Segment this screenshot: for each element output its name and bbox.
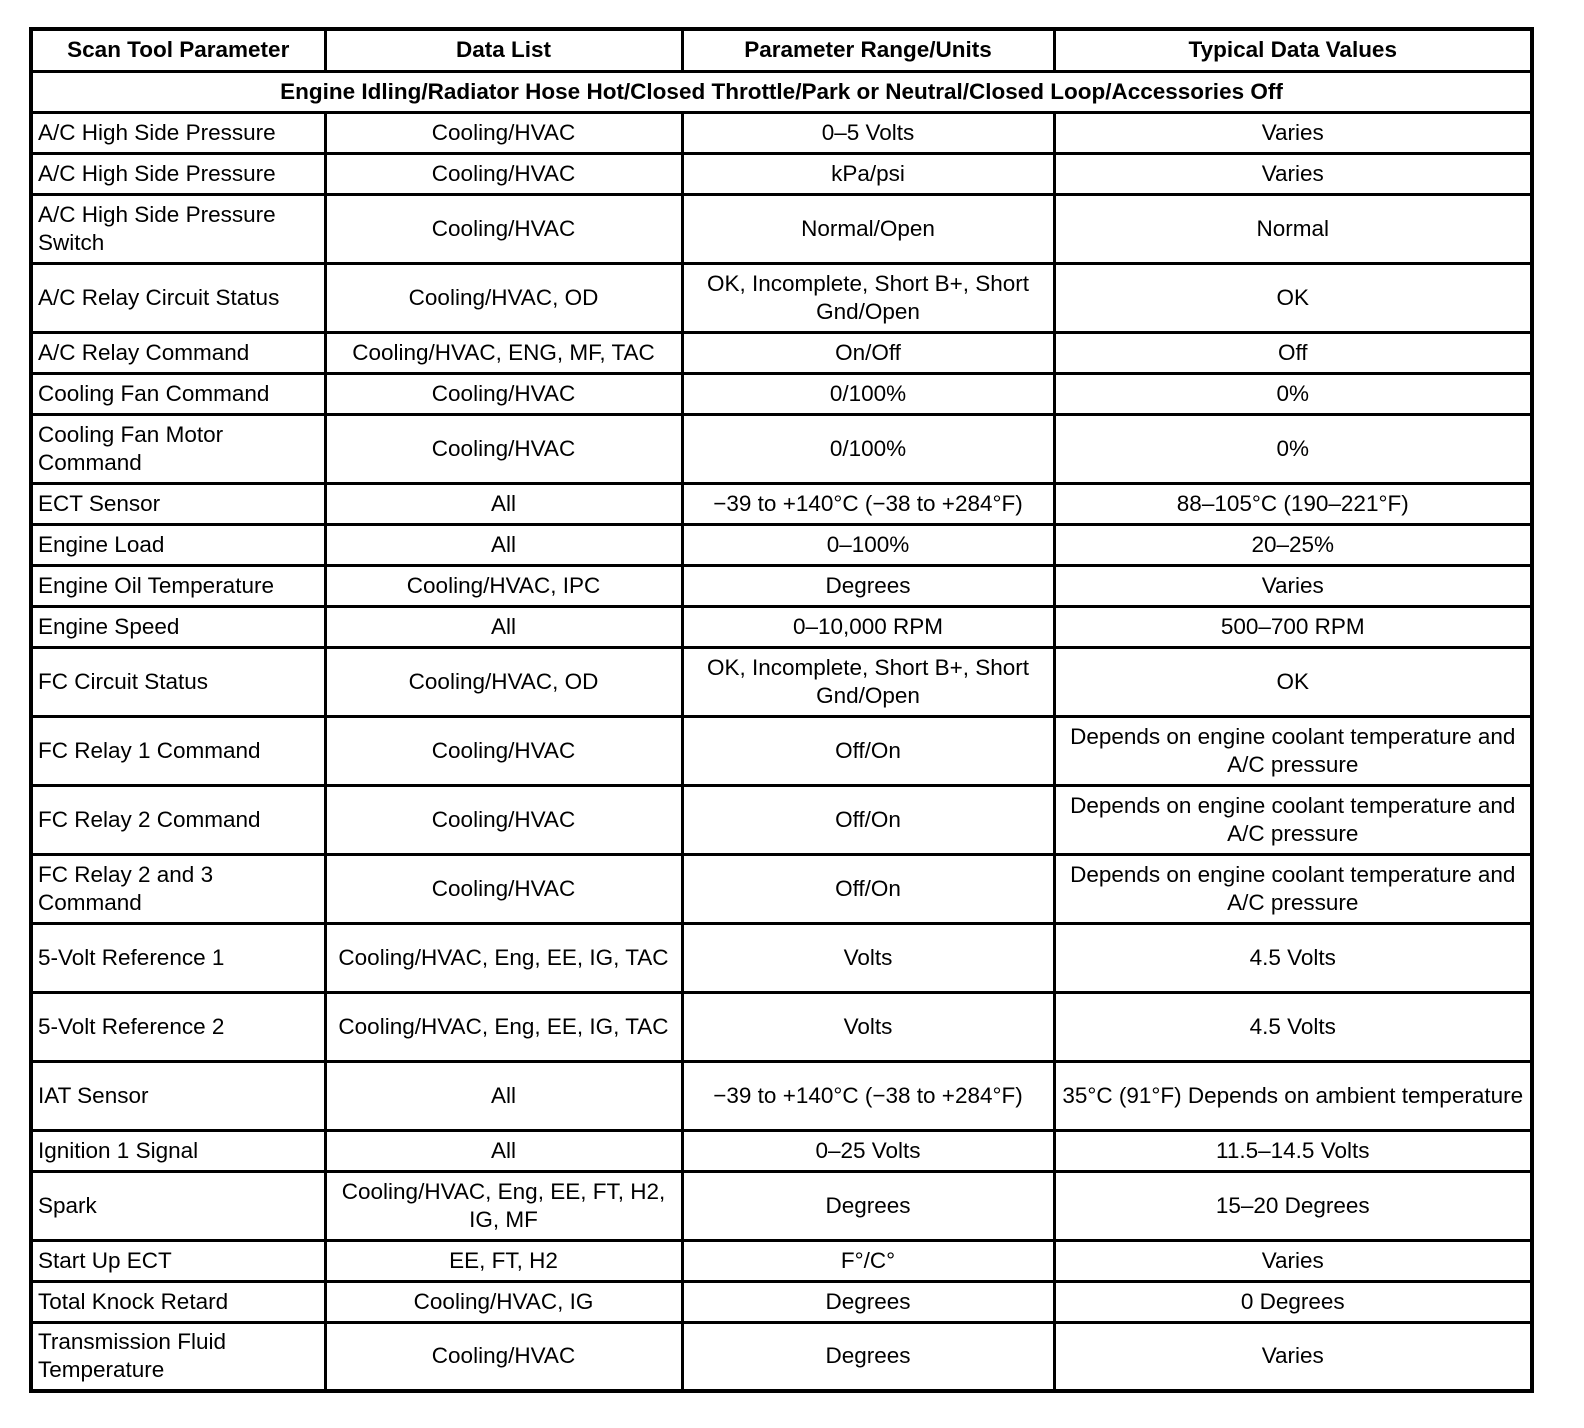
- table-row: [31, 716, 1532, 785]
- cell-range-units: Volts: [682, 992, 1054, 1061]
- cell-data-list: Cooling/HVAC: [325, 414, 682, 483]
- table-row: [31, 263, 1532, 332]
- cell-data-list: Cooling/HVAC, OD: [325, 647, 682, 716]
- cell-parameter: IAT Sensor: [31, 1061, 325, 1130]
- cell-data-list: All: [325, 524, 682, 565]
- cell-typical-value: 0%: [1054, 373, 1532, 414]
- cell-range-units: 0–5 Volts: [682, 112, 1054, 153]
- cell-range-units: 0/100%: [682, 373, 1054, 414]
- cell-range-units: −39 to +140°C (−38 to +284°F): [682, 483, 1054, 524]
- cell-parameter: 5-Volt Reference 1: [31, 923, 325, 992]
- cell-parameter: 5-Volt Reference 2: [31, 992, 325, 1061]
- cell-range-units: Degrees: [682, 1322, 1054, 1391]
- cell-typical-value: Varies: [1054, 1322, 1532, 1391]
- table-row: [31, 785, 1532, 854]
- table-row: [31, 647, 1532, 716]
- cell-typical-value: Depends on engine coolant temperature and A/C pressure: [1054, 854, 1532, 923]
- cell-range-units: On/Off: [682, 332, 1054, 373]
- cell-typical-value: Varies: [1054, 1240, 1532, 1281]
- cell-typical-value: 15–20 Degrees: [1054, 1171, 1532, 1240]
- table-row: [31, 153, 1532, 194]
- cell-typical-value: 20–25%: [1054, 524, 1532, 565]
- cell-data-list: Cooling/HVAC: [325, 194, 682, 263]
- cell-typical-value: Normal: [1054, 194, 1532, 263]
- cell-range-units: Volts: [682, 923, 1054, 992]
- cell-range-units: Degrees: [682, 1171, 1054, 1240]
- cell-range-units: 0–10,000 RPM: [682, 606, 1054, 647]
- operating-condition-banner: Engine Idling/Radiator Hose Hot/Closed Throttle/Park or Neutral/Closed Loop/Accessories Off: [31, 71, 1532, 112]
- cell-parameter: A/C Relay Circuit Status: [31, 263, 325, 332]
- cell-range-units: −39 to +140°C (−38 to +284°F): [682, 1061, 1054, 1130]
- cell-parameter: Engine Oil Temperature: [31, 565, 325, 606]
- cell-parameter: Cooling Fan Command: [31, 373, 325, 414]
- cell-data-list: Cooling/HVAC: [325, 373, 682, 414]
- table-row: [31, 194, 1532, 263]
- cell-data-list: Cooling/HVAC, ENG, MF, TAC: [325, 332, 682, 373]
- table-row: [31, 1240, 1532, 1281]
- cell-data-list: Cooling/HVAC, IG: [325, 1281, 682, 1322]
- cell-data-list: Cooling/HVAC, IPC: [325, 565, 682, 606]
- cell-parameter: A/C Relay Command: [31, 332, 325, 373]
- cell-parameter: ECT Sensor: [31, 483, 325, 524]
- cell-parameter: FC Circuit Status: [31, 647, 325, 716]
- cell-parameter: Spark: [31, 1171, 325, 1240]
- cell-parameter: FC Relay 2 Command: [31, 785, 325, 854]
- table-row: [31, 483, 1532, 524]
- scan-tool-data-table: [29, 27, 1534, 1393]
- cell-typical-value: 4.5 Volts: [1054, 992, 1532, 1061]
- cell-data-list: Cooling/HVAC: [325, 153, 682, 194]
- cell-range-units: Degrees: [682, 1281, 1054, 1322]
- cell-range-units: Off/On: [682, 785, 1054, 854]
- cell-data-list: Cooling/HVAC: [325, 716, 682, 785]
- cell-parameter: Start Up ECT: [31, 1240, 325, 1281]
- cell-parameter: FC Relay 1 Command: [31, 716, 325, 785]
- table-row: [31, 1061, 1532, 1130]
- cell-range-units: F°/C°: [682, 1240, 1054, 1281]
- cell-typical-value: 0%: [1054, 414, 1532, 483]
- cell-data-list: All: [325, 483, 682, 524]
- header-data-list: Data List: [325, 29, 682, 71]
- cell-range-units: OK, Incomplete, Short B+, Short Gnd/Open: [682, 647, 1054, 716]
- condition-row: [31, 71, 1532, 112]
- cell-parameter: Cooling Fan Motor Command: [31, 414, 325, 483]
- header-typical-data-values: Typical Data Values: [1054, 29, 1532, 71]
- cell-data-list: Cooling/HVAC: [325, 1322, 682, 1391]
- cell-data-list: EE, FT, H2: [325, 1240, 682, 1281]
- cell-typical-value: OK: [1054, 647, 1532, 716]
- cell-range-units: Off/On: [682, 854, 1054, 923]
- table-row: [31, 565, 1532, 606]
- header-parameter-range-units: Parameter Range/Units: [682, 29, 1054, 71]
- cell-parameter: A/C High Side Pressure Switch: [31, 194, 325, 263]
- table-row: [31, 1322, 1532, 1391]
- cell-range-units: Off/On: [682, 716, 1054, 785]
- cell-range-units: Degrees: [682, 565, 1054, 606]
- cell-range-units: OK, Incomplete, Short B+, Short Gnd/Open: [682, 263, 1054, 332]
- cell-data-list: Cooling/HVAC: [325, 785, 682, 854]
- cell-data-list: Cooling/HVAC, Eng, EE, IG, TAC: [325, 923, 682, 992]
- cell-parameter: Total Knock Retard: [31, 1281, 325, 1322]
- cell-range-units: kPa/psi: [682, 153, 1054, 194]
- cell-parameter: Engine Speed: [31, 606, 325, 647]
- table-row: [31, 1130, 1532, 1171]
- table-row: [31, 373, 1532, 414]
- cell-typical-value: Depends on engine coolant temperature and A/C pressure: [1054, 716, 1532, 785]
- cell-parameter: Engine Load: [31, 524, 325, 565]
- table-row: [31, 1171, 1532, 1240]
- cell-data-list: Cooling/HVAC, Eng, EE, IG, TAC: [325, 992, 682, 1061]
- cell-typical-value: 500–700 RPM: [1054, 606, 1532, 647]
- cell-typical-value: 4.5 Volts: [1054, 923, 1532, 992]
- cell-parameter: A/C High Side Pressure: [31, 112, 325, 153]
- table-row: [31, 112, 1532, 153]
- cell-typical-value: Varies: [1054, 153, 1532, 194]
- cell-range-units: 0–100%: [682, 524, 1054, 565]
- cell-data-list: All: [325, 1130, 682, 1171]
- scan-tool-data-table-container: [29, 27, 1534, 1393]
- cell-data-list: All: [325, 606, 682, 647]
- table-row: [31, 414, 1532, 483]
- cell-range-units: 0–25 Volts: [682, 1130, 1054, 1171]
- cell-typical-value: OK: [1054, 263, 1532, 332]
- header-scan-tool-parameter: Scan Tool Parameter: [31, 29, 325, 71]
- cell-parameter: Ignition 1 Signal: [31, 1130, 325, 1171]
- cell-typical-value: Depends on engine coolant temperature and A/C pressure: [1054, 785, 1532, 854]
- table-row: [31, 332, 1532, 373]
- cell-typical-value: 35°C (91°F) Depends on ambient temperature: [1054, 1061, 1532, 1130]
- cell-typical-value: Varies: [1054, 112, 1532, 153]
- table-row: [31, 992, 1532, 1061]
- cell-data-list: Cooling/HVAC: [325, 854, 682, 923]
- cell-typical-value: 88–105°C (190–221°F): [1054, 483, 1532, 524]
- cell-data-list: Cooling/HVAC, OD: [325, 263, 682, 332]
- cell-data-list: Cooling/HVAC: [325, 112, 682, 153]
- cell-data-list: All: [325, 1061, 682, 1130]
- cell-typical-value: 11.5–14.5 Volts: [1054, 1130, 1532, 1171]
- cell-range-units: 0/100%: [682, 414, 1054, 483]
- table-row: [31, 606, 1532, 647]
- table-row: [31, 923, 1532, 992]
- cell-range-units: Normal/Open: [682, 194, 1054, 263]
- cell-parameter: A/C High Side Pressure: [31, 153, 325, 194]
- cell-typical-value: Varies: [1054, 565, 1532, 606]
- table-row: [31, 524, 1532, 565]
- table-row: [31, 1281, 1532, 1322]
- cell-data-list: Cooling/HVAC, Eng, EE, FT, H2, IG, MF: [325, 1171, 682, 1240]
- cell-parameter: Transmission Fluid Temperature: [31, 1322, 325, 1391]
- cell-parameter: FC Relay 2 and 3 Command: [31, 854, 325, 923]
- cell-typical-value: 0 Degrees: [1054, 1281, 1532, 1322]
- cell-typical-value: Off: [1054, 332, 1532, 373]
- header-row: [31, 29, 1532, 71]
- table-row: [31, 854, 1532, 923]
- table-body: [31, 71, 1532, 1391]
